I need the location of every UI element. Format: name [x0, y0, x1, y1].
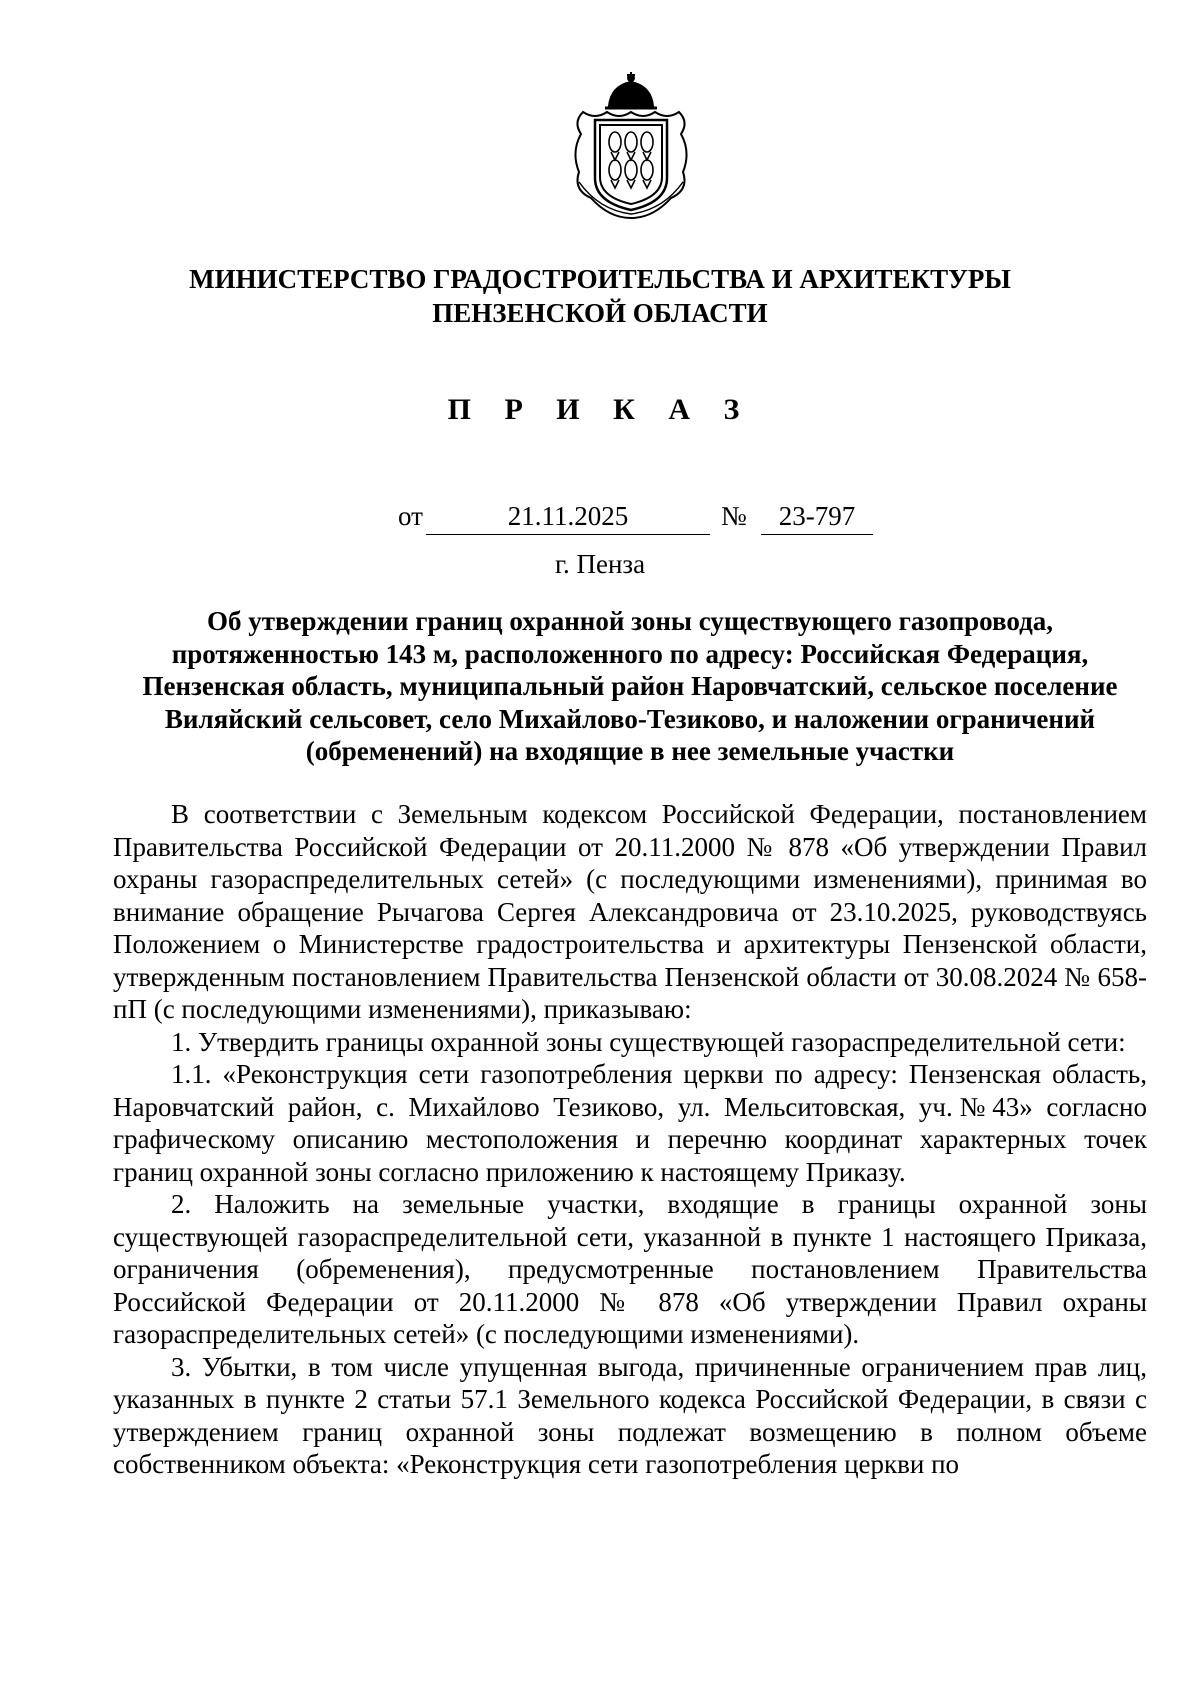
ministry-name-line-2: ПЕНЗЕНСКОЙ ОБЛАСТИ	[432, 298, 768, 328]
date-label: от	[398, 501, 423, 531]
body-paragraph-item-1-1: 1.1. «Реконструкция сети газопотребления церкви по адресу: Пензенская область, Наровчатский район, с. Михайлово Тезиково, ул. Мельситовская, уч.№43» согласно графическому описанию местоположения и перечню координат характерных точек границ охранной зоны согласно приложению к настоящему Приказу.	[113, 1059, 1147, 1187]
subject-line: Пензенская область, муниципальный район Наровчатский, сельское поселение	[142, 671, 1118, 701]
body-paragraph-item-1: 1. Утвердить границы охранной зоны существующей газораспределительной сети:	[171, 1026, 1126, 1057]
order-date: 21.11.2025	[426, 500, 710, 535]
document-type-title: П Р И К А З	[447, 393, 753, 426]
subject-line: протяженностью 143 м, расположенного по адресу: Российская Федерация,	[171, 638, 1089, 669]
subject-line: Виляйский сельсовет, село Михайлово-Тезиково, и наложении ограничений	[164, 703, 1096, 734]
subject-line: Об утверждении границ охранной зоны существующего газопровода,	[206, 606, 1054, 636]
ministry-name-line-1: МИНИСТЕРСТВО ГРАДОСТРОИТЕЛЬСТВА И АРХИТЕКТУРЫ	[189, 264, 1011, 294]
number-label: №	[721, 501, 747, 531]
body-paragraph-preamble: В соответствии с Земельным кодексом Российской Федерации, постановлением Правительства Российской Федерации от 20.11.2000 № 878 «Об утверждении Правил охраны газораспределительных сетей» (с последующими изменениями), принимая во внимание обращение Рычагова Сергея Александровича от 23.10.2025, руководствуясь Положением о Министерстве градостроительства и архитектуры Пензенской области, утвержденным постановлением Правительства Пензенской области от 30.08.2024 № 658-пП (с последующими изменениями), приказываю:	[113, 799, 1147, 1024]
coat-of-arms-emblem	[569, 72, 693, 220]
body-paragraph-item-3: 3. Убытки, в том числе упущенная выгода, причиненные ограничением прав лиц, указанных в пункте 2 статьи 57.1 Земельного кодекса Российской Федерации, в связи с утверждением границ охранной зоны подлежат возмещению в полном объеме собственником объекта: «Реконструкция сети газопотребления церкви по	[113, 1351, 1147, 1479]
subject-line: (обременений) на входящие в нее земельные участки	[305, 736, 955, 766]
ministry-name	[0, 262, 1200, 330]
issue-city: г. Пенза	[554, 549, 646, 579]
order-body	[113, 798, 1147, 1481]
body-paragraph-item-2: 2. Наложить на земельные участки, входящие в границы охранной зоны существующей газораспределительной сети, указанной в пункте 1 настоящего Приказа, ограничения (обременения), предусмотренные постановлением Правительства Российской Федерации от 20.11.2000 № 878 «Об утверждении Правил охраны газораспределительных сетей» (с последующими изменениями).	[113, 1189, 1147, 1349]
order-subject	[110, 605, 1150, 768]
order-number: 23-797	[761, 500, 873, 535]
